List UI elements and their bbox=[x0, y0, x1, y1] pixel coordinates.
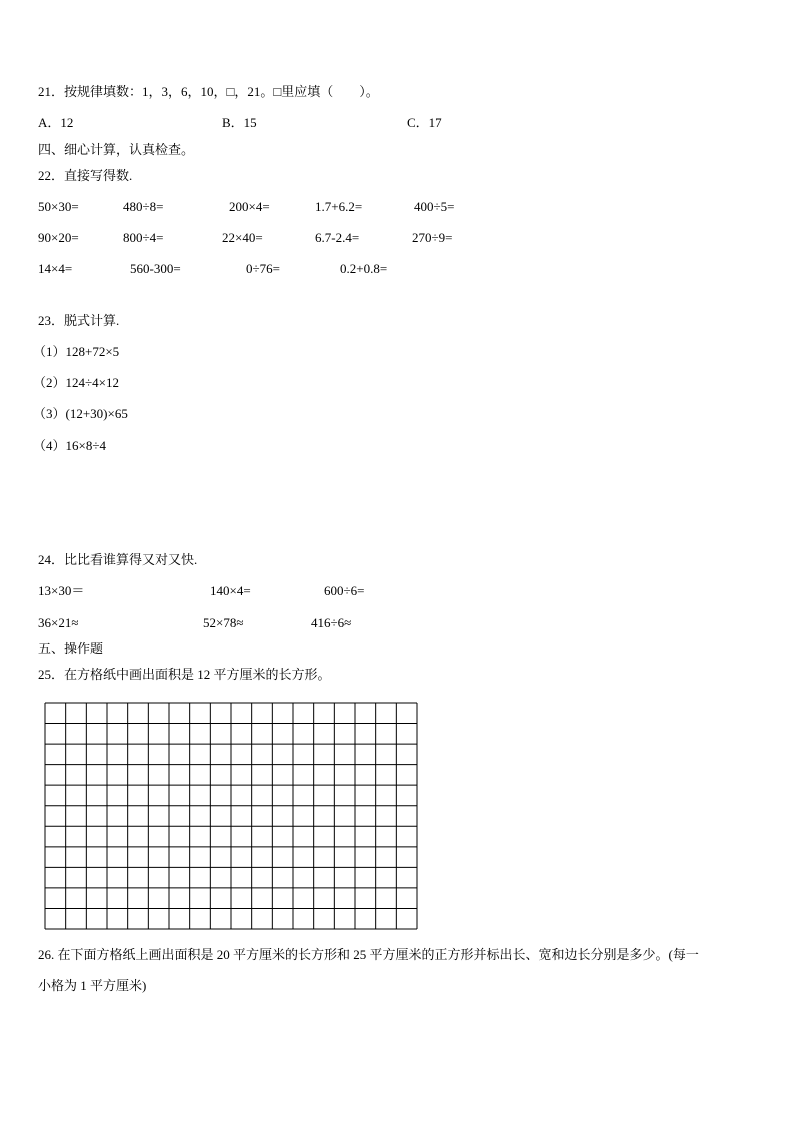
q23-stem: 23．脱式计算. bbox=[38, 313, 120, 328]
q23-item-4: （4）16×8÷4 bbox=[33, 438, 106, 453]
q22-r2-c5: 270÷9= bbox=[412, 230, 453, 245]
q24-r2-c1: 36×21≈ bbox=[38, 615, 79, 630]
q22-r2-c3: 22×40= bbox=[222, 230, 263, 245]
q21-option-c: C．17 bbox=[407, 115, 442, 130]
q21-option-b: B．15 bbox=[222, 115, 257, 130]
q24-r1-c2: 140×4= bbox=[210, 583, 251, 598]
q22-r1-c5: 400÷5= bbox=[414, 199, 455, 214]
q22-r1-c2: 480÷8= bbox=[123, 199, 164, 214]
q22-r1-c4: 1.7+6.2= bbox=[315, 199, 363, 214]
q22-r1-c1: 50×30= bbox=[38, 199, 79, 214]
q22-r2-c4: 6.7-2.4= bbox=[315, 230, 360, 245]
q21-stem: 21．按规律填数：1，3，6，10，□，21。□里应填（ ）。 bbox=[38, 84, 379, 99]
q22-r2-c1: 90×20= bbox=[38, 230, 79, 245]
q22-r3-c2: 560-300= bbox=[130, 261, 181, 276]
q22-stem: 22．直接写得数. bbox=[38, 168, 133, 183]
q26-stem-line2: 小格为 1 平方厘米) bbox=[38, 978, 147, 993]
section-5-heading: 五、操作题 bbox=[38, 641, 104, 656]
q22-r2-c2: 800÷4= bbox=[123, 230, 164, 245]
q26-stem-line1: 26. 在下面方格纸上画出面积是 20 平方厘米的长方形和 25 平方厘米的正方形并标出长、宽和边长分别是多少。(每一 bbox=[38, 947, 699, 962]
q24-r1-c1: 13×30＝ bbox=[38, 583, 85, 598]
q24-r1-c3: 600÷6= bbox=[324, 583, 365, 598]
q24-r2-c2: 52×78≈ bbox=[203, 615, 244, 630]
q23-item-1: （1）128+72×5 bbox=[33, 344, 120, 359]
q22-r3-c1: 14×4= bbox=[38, 261, 73, 276]
grid-paper[interactable] bbox=[44, 702, 418, 930]
q22-r3-c3: 0÷76= bbox=[246, 261, 280, 276]
q23-item-3: （3）(12+30)×65 bbox=[33, 406, 128, 421]
q25-stem: 25．在方格纸中画出面积是 12 平方厘米的长方形。 bbox=[38, 667, 331, 682]
q21-option-a: A．12 bbox=[38, 115, 74, 130]
section-4-heading: 四、细心计算，认真检查。 bbox=[38, 142, 195, 157]
q24-stem: 24．比比看谁算得又对又快. bbox=[38, 552, 198, 567]
q23-item-2: （2）124÷4×12 bbox=[33, 375, 119, 390]
q22-r3-c4: 0.2+0.8= bbox=[340, 261, 388, 276]
q25-square-grid[interactable] bbox=[44, 702, 418, 930]
q24-r2-c3: 416÷6≈ bbox=[311, 615, 352, 630]
q22-r1-c3: 200×4= bbox=[229, 199, 270, 214]
